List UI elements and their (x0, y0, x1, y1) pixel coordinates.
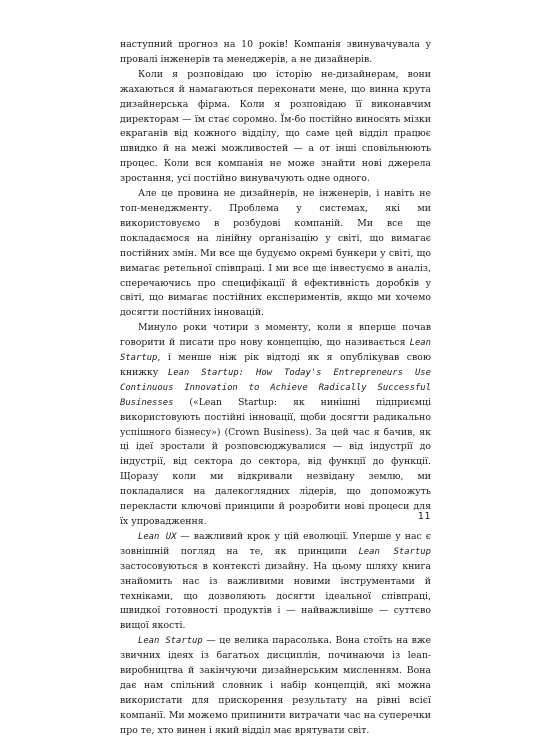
text-run: , і менше ніж рік відтоді як я опублікував свою книжку (120, 352, 431, 378)
text-run: Минуло роки чотири з моменту, коли я вперше почав говорити й писати про нову концепцію, що називається (120, 322, 431, 349)
paragraph (120, 321, 431, 530)
paragraph (120, 530, 431, 634)
text-run: Коли я розповідаю цю історію не-дизайнерам, вони жахаються й намагаються переконати мене, що винна крута дизайнерська фірма. Коли я розповідаю її виконавчим директорам — їм стає соромно. Їм-бо постійно виносять мізки екраганів від кожного відділу, що саме цей відділ працює швидко й на межі можливостей — а от інші сповільнюють процес. Коли вся компанія не може знайти нові джерела зростання, усі постійно винувачують одне одного. (120, 68, 431, 185)
paragraph (120, 68, 431, 187)
italic-term: Lean UX (138, 531, 177, 542)
text-run: застосовуються в контексті дизайну. На цьому шляху книга знайомить нас із важливими новими інструментами й техніками, що дозволяють досягти ідеальної співпраці, швидкої готовності продуктів і — найважливіше — суттєво вищої якості. (120, 560, 431, 632)
text-run: Але це провина не дизайнерів, не інженерів, і навіть не топ-менеджменту. Проблема у системах, які ми використовуємо в розбудові компаній. Ми все ще покладаємося на лінійну організацію у світі, що вимагає постійних змін. Ми все ще будуємо окремі бункери у світі, що вимагає ретельної співпраці. І ми все ще інвестуємо в аналіз, сперечаючись про специфікації й ефективність доробків у світі, що вимагає постійних експериментів, якщо ми хочемо досягти постійних інновацій. (120, 188, 431, 319)
paragraph (120, 187, 431, 321)
italic-term: Lean Startup (358, 546, 431, 557)
text-run: наступний прогноз на 10 років! Компанія звинувачувала у провалі інженерів та менеджерів, а не дизайнерів. (120, 39, 431, 65)
text-run: («Lean Startup: як нинішні підприємці використовують постійні інновації, щоби досягти радикально успішного бізнесу») (Crown Business). За цей час я бачив, як ці ідеї зростали й розповсюджувалися — від індустрії до індустрії, від сектора до сектора, від функції до функції. Щоразу коли ми відкривали незвідану землю, ми покладалися на далекоглядних лідерів, що допоможуть перекласти ключові принципи й розробити нові процеси для їх упровадження. (120, 396, 431, 527)
paragraph (120, 38, 431, 68)
text-run: — це велика парасолька. Вона стоїть на вже звичних ідеях із багатьох дисциплін, починаючи із lean-виробництва й закінчуючи дизайнерським мисленням. Вона дає нам спільний словник і набір концепцій, які можна використати для прискорення результату на рівні всієї компанії. Ми можемо припинити витрачати час на суперечки про те, хто винен і який відділ має врятувати світ. (120, 635, 431, 736)
italic-term: Lean Startup: How Today's Entrepreneurs Use Continuous Innovation to Achieve Radically Successful Businesses (120, 367, 431, 408)
text-run: — важливий крок у цій еволюції. Уперше у нас є зовнішній погляд на те, як принципи (120, 530, 431, 557)
body-text (120, 38, 431, 739)
page-number: 11 (417, 511, 431, 522)
paragraph (120, 634, 431, 738)
italic-term: Lean Startup (120, 338, 431, 364)
italic-term: Lean Startup (138, 636, 203, 647)
